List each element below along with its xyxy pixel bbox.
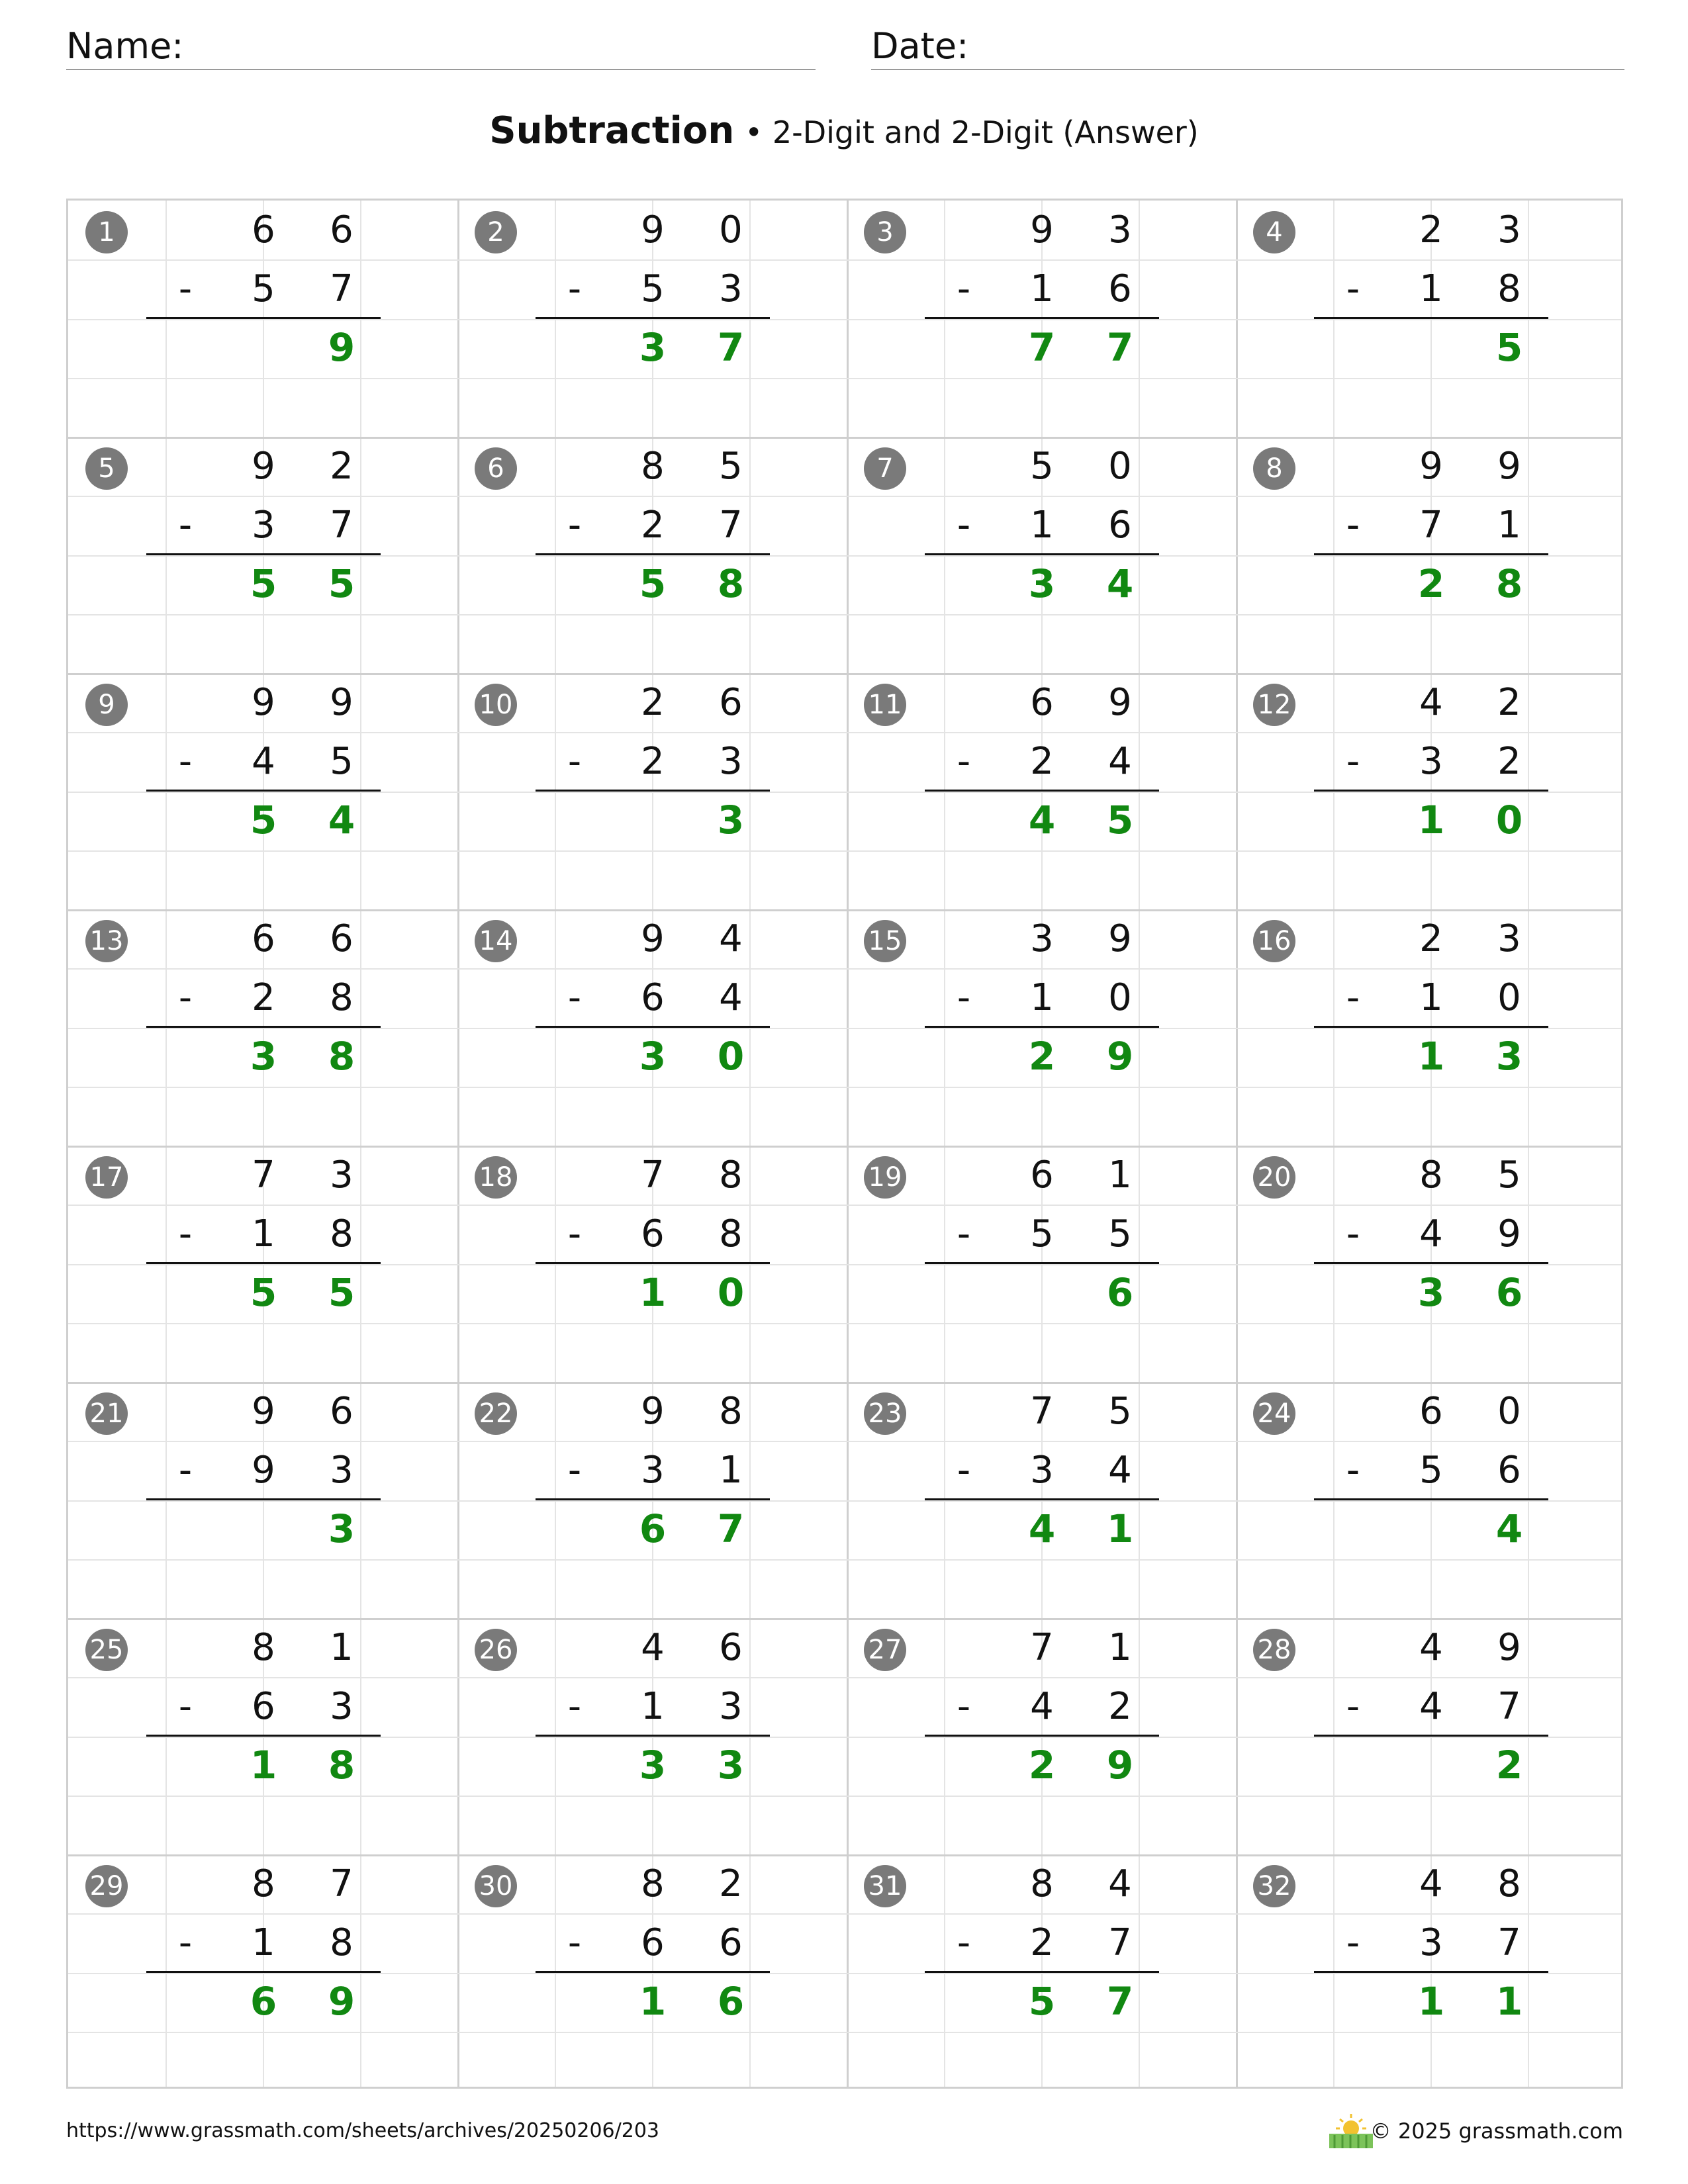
answer-tens-digit bbox=[224, 1500, 303, 1559]
minuend-ones-digit: 2 bbox=[719, 1862, 743, 1905]
minus-sign: - bbox=[178, 504, 193, 547]
minuend-tens-digit: 6 bbox=[252, 208, 275, 251]
problem-block bbox=[457, 673, 847, 909]
subtrahend-ones-digit: 8 bbox=[1497, 267, 1521, 310]
minus-sign: - bbox=[567, 1685, 582, 1728]
subtrahend-tens-digit: 5 bbox=[252, 267, 275, 310]
subtrahend-tens-digit: 3 bbox=[252, 504, 275, 547]
problem-number-badge: 30 bbox=[475, 1865, 517, 1907]
problem-number-badge: 23 bbox=[864, 1392, 906, 1435]
subtrahend-ones-digit: 6 bbox=[1497, 1449, 1521, 1492]
problem-block bbox=[847, 1146, 1236, 1382]
minuend-ones-digit: 5 bbox=[1497, 1154, 1521, 1197]
answer-ones-digit: 7 bbox=[1106, 1979, 1134, 2024]
minuend-tens-digit: 6 bbox=[252, 917, 275, 960]
answer-tens-digit: 2 bbox=[1417, 561, 1445, 606]
subtrahend-ones-digit: 1 bbox=[719, 1449, 743, 1492]
minuend-ones-digit: 2 bbox=[330, 445, 353, 488]
minuend-tens-digit: 5 bbox=[1030, 445, 1054, 488]
problem-block bbox=[68, 437, 457, 673]
answer-tens-digit: 1 bbox=[639, 1270, 667, 1315]
problem-block bbox=[847, 909, 1236, 1146]
subtrahend-ones-digit: 7 bbox=[1497, 1685, 1521, 1728]
minuend-ones-digit: 4 bbox=[1108, 1862, 1132, 1905]
subtrahend-tens-digit: 3 bbox=[1030, 1449, 1054, 1492]
answer-ones-digit: 6 bbox=[1495, 1270, 1523, 1315]
minus-sign: - bbox=[567, 1212, 582, 1255]
subtrahend-tens-digit: 9 bbox=[252, 1449, 275, 1492]
minuend-ones-digit: 9 bbox=[1497, 445, 1521, 488]
answer-tens-digit bbox=[1392, 1736, 1470, 1795]
subtrahend-ones-digit: 3 bbox=[719, 1685, 743, 1728]
answer-tens-digit: 3 bbox=[1417, 1270, 1445, 1315]
minus-sign: - bbox=[178, 1212, 193, 1255]
problem-number-badge: 6 bbox=[475, 447, 517, 490]
problem-number-badge: 18 bbox=[475, 1156, 517, 1199]
minuend-tens-digit: 8 bbox=[1030, 1862, 1054, 1905]
minuend-ones-digit: 3 bbox=[330, 1154, 353, 1197]
name-label: Name: bbox=[66, 25, 184, 67]
problem-block bbox=[847, 437, 1236, 673]
subtrahend-ones-digit: 3 bbox=[719, 267, 743, 310]
minus-sign: - bbox=[178, 267, 193, 310]
answer-tens-digit: 1 bbox=[1417, 797, 1445, 842]
minus-sign: - bbox=[178, 1685, 193, 1728]
answer-tens-digit: 1 bbox=[250, 1743, 277, 1788]
answer-ones-digit: 9 bbox=[328, 325, 355, 370]
answer-tens-digit: 4 bbox=[1028, 797, 1056, 842]
answer-tens-digit bbox=[224, 318, 303, 377]
problem-number-badge: 16 bbox=[1253, 920, 1295, 962]
title-subtitle: • 2-Digit and 2-Digit (Answer) bbox=[745, 114, 1199, 150]
answer-tens-digit: 4 bbox=[1028, 1506, 1056, 1551]
answer-tens-digit: 2 bbox=[1028, 1034, 1056, 1079]
problem-number-badge: 20 bbox=[1253, 1156, 1295, 1199]
answer-tens-digit bbox=[1392, 1500, 1470, 1559]
problem-number-badge: 9 bbox=[85, 684, 128, 726]
problem-number-badge: 29 bbox=[85, 1865, 128, 1907]
problem-number-badge: 21 bbox=[85, 1392, 128, 1435]
subtrahend-ones-digit: 3 bbox=[330, 1685, 353, 1728]
minuend-ones-digit: 4 bbox=[719, 917, 743, 960]
subtrahend-ones-digit: 6 bbox=[1108, 504, 1132, 547]
problem-block bbox=[1236, 437, 1625, 673]
answer-tens-digit: 3 bbox=[639, 1034, 667, 1079]
minuend-tens-digit: 9 bbox=[641, 1390, 665, 1433]
minus-sign: - bbox=[957, 1685, 971, 1728]
footer-copyright: © 2025 grassmath.com bbox=[1370, 2118, 1623, 2144]
subtrahend-tens-digit: 4 bbox=[1030, 1685, 1054, 1728]
answer-tens-digit: 6 bbox=[639, 1506, 667, 1551]
minus-sign: - bbox=[1346, 267, 1360, 310]
problem-number-badge: 4 bbox=[1253, 211, 1295, 253]
answer-ones-digit: 8 bbox=[1495, 561, 1523, 606]
answer-ones-digit: 3 bbox=[717, 797, 745, 842]
problem-number-badge: 32 bbox=[1253, 1865, 1295, 1907]
answer-ones-digit: 9 bbox=[1106, 1743, 1134, 1788]
problem-number-badge: 25 bbox=[85, 1629, 128, 1671]
minus-sign: - bbox=[1346, 1921, 1360, 1964]
minuend-ones-digit: 6 bbox=[330, 208, 353, 251]
subtrahend-tens-digit: 5 bbox=[1030, 1212, 1054, 1255]
minus-sign: - bbox=[1346, 976, 1360, 1019]
answer-tens-digit: 5 bbox=[250, 1270, 277, 1315]
answer-ones-digit: 8 bbox=[328, 1034, 355, 1079]
problem-block bbox=[457, 1618, 847, 1854]
minuend-ones-digit: 9 bbox=[1108, 917, 1132, 960]
minuend-ones-digit: 1 bbox=[1108, 1154, 1132, 1197]
answer-ones-digit: 0 bbox=[1495, 797, 1523, 842]
subtrahend-tens-digit: 4 bbox=[1419, 1212, 1443, 1255]
subtrahend-tens-digit: 1 bbox=[1030, 976, 1054, 1019]
minuend-ones-digit: 3 bbox=[1108, 208, 1132, 251]
problem-block bbox=[1236, 201, 1625, 437]
answer-tens-digit: 2 bbox=[1028, 1743, 1056, 1788]
problem-block bbox=[1236, 1618, 1625, 1854]
answer-ones-digit: 6 bbox=[717, 1979, 745, 2024]
subtrahend-tens-digit: 2 bbox=[641, 740, 665, 783]
problem-block bbox=[68, 909, 457, 1146]
worksheet-title bbox=[0, 105, 1688, 159]
minuend-ones-digit: 6 bbox=[719, 1626, 743, 1669]
minuend-tens-digit: 4 bbox=[1419, 1862, 1443, 1905]
minuend-ones-digit: 7 bbox=[330, 1862, 353, 1905]
minuend-ones-digit: 0 bbox=[1497, 1390, 1521, 1433]
minus-sign: - bbox=[567, 504, 582, 547]
subtrahend-tens-digit: 4 bbox=[252, 740, 275, 783]
subtrahend-tens-digit: 1 bbox=[641, 1685, 665, 1728]
minuend-tens-digit: 2 bbox=[1419, 208, 1443, 251]
minuend-ones-digit: 9 bbox=[1497, 1626, 1521, 1669]
subtrahend-ones-digit: 7 bbox=[330, 267, 353, 310]
minuend-ones-digit: 6 bbox=[330, 917, 353, 960]
problem-block bbox=[68, 1146, 457, 1382]
answer-ones-digit: 1 bbox=[1495, 1979, 1523, 2024]
subtrahend-tens-digit: 5 bbox=[1419, 1449, 1443, 1492]
problem-block bbox=[457, 1146, 847, 1382]
problem-number-badge: 28 bbox=[1253, 1629, 1295, 1671]
answer-ones-digit: 3 bbox=[1495, 1034, 1523, 1079]
subtrahend-ones-digit: 6 bbox=[719, 1921, 743, 1964]
minuend-tens-digit: 4 bbox=[1419, 681, 1443, 724]
answer-tens-digit: 5 bbox=[639, 561, 667, 606]
problem-number-badge: 22 bbox=[475, 1392, 517, 1435]
minus-sign: - bbox=[567, 267, 582, 310]
minuend-ones-digit: 8 bbox=[719, 1154, 743, 1197]
minus-sign: - bbox=[957, 740, 971, 783]
answer-ones-digit: 9 bbox=[328, 1979, 355, 2024]
subtrahend-ones-digit: 8 bbox=[719, 1212, 743, 1255]
minuend-tens-digit: 9 bbox=[252, 1390, 275, 1433]
subtrahend-tens-digit: 1 bbox=[1419, 976, 1443, 1019]
minus-sign: - bbox=[957, 1449, 971, 1492]
minuend-ones-digit: 9 bbox=[1108, 681, 1132, 724]
problem-block bbox=[1236, 909, 1625, 1146]
subtrahend-tens-digit: 3 bbox=[641, 1449, 665, 1492]
answer-tens-digit: 6 bbox=[250, 1979, 277, 2024]
answer-tens-digit: 1 bbox=[1417, 1979, 1445, 2024]
subtrahend-ones-digit: 0 bbox=[1497, 976, 1521, 1019]
answer-ones-digit: 8 bbox=[717, 561, 745, 606]
minuend-tens-digit: 6 bbox=[1419, 1390, 1443, 1433]
problem-number-badge: 1 bbox=[85, 211, 128, 253]
problem-number-badge: 24 bbox=[1253, 1392, 1295, 1435]
minus-sign: - bbox=[178, 1921, 193, 1964]
problem-block bbox=[68, 201, 457, 437]
answer-ones-digit: 5 bbox=[1106, 797, 1134, 842]
problem-number-badge: 19 bbox=[864, 1156, 906, 1199]
problem-block bbox=[457, 201, 847, 437]
answer-ones-digit: 1 bbox=[1106, 1506, 1134, 1551]
title-main: Subtraction bbox=[489, 109, 735, 152]
answer-ones-digit: 2 bbox=[1495, 1743, 1523, 1788]
subtrahend-ones-digit: 4 bbox=[719, 976, 743, 1019]
subtrahend-ones-digit: 7 bbox=[719, 504, 743, 547]
problem-block bbox=[457, 1854, 847, 2091]
minuend-tens-digit: 7 bbox=[1030, 1626, 1054, 1669]
subtrahend-ones-digit: 8 bbox=[330, 976, 353, 1019]
minuend-ones-digit: 3 bbox=[1497, 917, 1521, 960]
answer-tens-digit bbox=[1392, 318, 1470, 377]
problem-block bbox=[1236, 1146, 1625, 1382]
subtrahend-tens-digit: 1 bbox=[1030, 504, 1054, 547]
date-field[interactable] bbox=[871, 23, 1624, 70]
subtrahend-ones-digit: 7 bbox=[1497, 1921, 1521, 1964]
minuend-tens-digit: 8 bbox=[1419, 1154, 1443, 1197]
minus-sign: - bbox=[1346, 1212, 1360, 1255]
subtrahend-tens-digit: 5 bbox=[641, 267, 665, 310]
answer-tens-digit: 3 bbox=[1028, 561, 1056, 606]
problem-block bbox=[847, 1618, 1236, 1854]
problem-block bbox=[457, 909, 847, 1146]
minuend-tens-digit: 9 bbox=[252, 445, 275, 488]
minus-sign: - bbox=[957, 1921, 971, 1964]
problem-number-badge: 3 bbox=[864, 211, 906, 253]
minus-sign: - bbox=[957, 504, 971, 547]
problem-number-badge: 13 bbox=[85, 920, 128, 962]
minuend-ones-digit: 8 bbox=[1497, 1862, 1521, 1905]
subtrahend-tens-digit: 6 bbox=[641, 1921, 665, 1964]
answer-tens-digit: 7 bbox=[1028, 325, 1056, 370]
subtrahend-ones-digit: 7 bbox=[1108, 1921, 1132, 1964]
subtrahend-tens-digit: 1 bbox=[252, 1212, 275, 1255]
minuend-tens-digit: 8 bbox=[252, 1626, 275, 1669]
answer-ones-digit: 0 bbox=[717, 1270, 745, 1315]
minus-sign: - bbox=[567, 1921, 582, 1964]
date-label: Date: bbox=[871, 25, 969, 67]
minus-sign: - bbox=[178, 740, 193, 783]
problem-number-badge: 8 bbox=[1253, 447, 1295, 490]
answer-ones-digit: 4 bbox=[1495, 1506, 1523, 1551]
answer-ones-digit: 8 bbox=[328, 1743, 355, 1788]
answer-ones-digit: 7 bbox=[717, 1506, 745, 1551]
minus-sign: - bbox=[1346, 1449, 1360, 1492]
minuend-ones-digit: 0 bbox=[719, 208, 743, 251]
problem-block bbox=[68, 1382, 457, 1618]
subtrahend-tens-digit: 3 bbox=[1419, 1921, 1443, 1964]
subtrahend-ones-digit: 2 bbox=[1108, 1685, 1132, 1728]
problem-block bbox=[847, 1382, 1236, 1618]
minuend-tens-digit: 9 bbox=[641, 917, 665, 960]
answer-ones-digit: 7 bbox=[717, 325, 745, 370]
problem-number-badge: 26 bbox=[475, 1629, 517, 1671]
problem-grid bbox=[66, 199, 1623, 2089]
minuend-ones-digit: 6 bbox=[330, 1390, 353, 1433]
minuend-tens-digit: 2 bbox=[641, 681, 665, 724]
problem-number-badge: 17 bbox=[85, 1156, 128, 1199]
answer-tens-digit: 5 bbox=[250, 561, 277, 606]
minuend-ones-digit: 1 bbox=[1108, 1626, 1132, 1669]
subtrahend-ones-digit: 3 bbox=[719, 740, 743, 783]
minuend-tens-digit: 7 bbox=[252, 1154, 275, 1197]
subtrahend-tens-digit: 2 bbox=[1030, 1921, 1054, 1964]
answer-ones-digit: 5 bbox=[328, 1270, 355, 1315]
minus-sign: - bbox=[178, 976, 193, 1019]
answer-tens-digit bbox=[614, 791, 692, 850]
minus-sign: - bbox=[178, 1449, 193, 1492]
minus-sign: - bbox=[1346, 1685, 1360, 1728]
problem-number-badge: 7 bbox=[864, 447, 906, 490]
minuend-tens-digit: 4 bbox=[1419, 1626, 1443, 1669]
problem-block bbox=[847, 673, 1236, 909]
problem-block bbox=[1236, 1854, 1625, 2091]
minuend-tens-digit: 9 bbox=[641, 208, 665, 251]
minuend-tens-digit: 6 bbox=[1030, 1154, 1054, 1197]
footer-url: https://www.grassmath.com/sheets/archives/20250206/203 bbox=[66, 2119, 660, 2142]
answer-ones-digit: 0 bbox=[717, 1034, 745, 1079]
problem-block bbox=[68, 1854, 457, 2091]
minuend-ones-digit: 6 bbox=[719, 681, 743, 724]
problem-block bbox=[847, 1854, 1236, 2091]
subtrahend-ones-digit: 9 bbox=[1497, 1212, 1521, 1255]
subtrahend-ones-digit: 8 bbox=[330, 1212, 353, 1255]
answer-ones-digit: 9 bbox=[1106, 1034, 1134, 1079]
minuend-ones-digit: 5 bbox=[719, 445, 743, 488]
answer-tens-digit: 1 bbox=[639, 1979, 667, 2024]
subtrahend-tens-digit: 2 bbox=[641, 504, 665, 547]
minus-sign: - bbox=[567, 740, 582, 783]
subtrahend-tens-digit: 4 bbox=[1419, 1685, 1443, 1728]
subtrahend-ones-digit: 8 bbox=[330, 1921, 353, 1964]
minus-sign: - bbox=[957, 976, 971, 1019]
answer-tens-digit: 3 bbox=[250, 1034, 277, 1079]
problem-block bbox=[457, 1382, 847, 1618]
minuend-tens-digit: 8 bbox=[252, 1862, 275, 1905]
minuend-ones-digit: 5 bbox=[1108, 1390, 1132, 1433]
subtrahend-ones-digit: 3 bbox=[330, 1449, 353, 1492]
answer-ones-digit: 4 bbox=[1106, 561, 1134, 606]
subtrahend-tens-digit: 1 bbox=[252, 1921, 275, 1964]
minus-sign: - bbox=[567, 1449, 582, 1492]
minuend-tens-digit: 3 bbox=[1030, 917, 1054, 960]
answer-ones-digit: 7 bbox=[1106, 325, 1134, 370]
answer-tens-digit: 5 bbox=[1028, 1979, 1056, 2024]
minus-sign: - bbox=[567, 976, 582, 1019]
answer-tens-digit bbox=[1003, 1263, 1081, 1322]
answer-ones-digit: 5 bbox=[328, 561, 355, 606]
subtrahend-ones-digit: 4 bbox=[1108, 740, 1132, 783]
minuend-ones-digit: 8 bbox=[719, 1390, 743, 1433]
minuend-ones-digit: 1 bbox=[330, 1626, 353, 1669]
problem-block bbox=[1236, 1382, 1625, 1618]
minus-sign: - bbox=[957, 1212, 971, 1255]
problem-number-badge: 14 bbox=[475, 920, 517, 962]
answer-tens-digit: 3 bbox=[639, 325, 667, 370]
problem-number-badge: 15 bbox=[864, 920, 906, 962]
problem-number-badge: 27 bbox=[864, 1629, 906, 1671]
problem-block bbox=[847, 201, 1236, 437]
minuend-tens-digit: 8 bbox=[641, 1862, 665, 1905]
grass-sun-logo-icon bbox=[1327, 2111, 1376, 2150]
subtrahend-tens-digit: 3 bbox=[1419, 740, 1443, 783]
minuend-tens-digit: 9 bbox=[1419, 445, 1443, 488]
minus-sign: - bbox=[957, 267, 971, 310]
minuend-tens-digit: 7 bbox=[641, 1154, 665, 1197]
minuend-tens-digit: 7 bbox=[1030, 1390, 1054, 1433]
subtrahend-tens-digit: 1 bbox=[1030, 267, 1054, 310]
name-field[interactable] bbox=[66, 23, 816, 70]
subtrahend-tens-digit: 6 bbox=[641, 1212, 665, 1255]
subtrahend-ones-digit: 0 bbox=[1108, 976, 1132, 1019]
answer-ones-digit: 3 bbox=[328, 1506, 355, 1551]
subtrahend-tens-digit: 2 bbox=[1030, 740, 1054, 783]
subtrahend-ones-digit: 6 bbox=[1108, 267, 1132, 310]
minuend-ones-digit: 0 bbox=[1108, 445, 1132, 488]
minuend-tens-digit: 9 bbox=[252, 681, 275, 724]
answer-ones-digit: 4 bbox=[328, 797, 355, 842]
minus-sign: - bbox=[1346, 504, 1360, 547]
subtrahend-tens-digit: 7 bbox=[1419, 504, 1443, 547]
problem-number-badge: 31 bbox=[864, 1865, 906, 1907]
subtrahend-ones-digit: 4 bbox=[1108, 1449, 1132, 1492]
problem-number-badge: 2 bbox=[475, 211, 517, 253]
minuend-tens-digit: 4 bbox=[641, 1626, 665, 1669]
answer-ones-digit: 5 bbox=[1495, 325, 1523, 370]
problem-block bbox=[457, 437, 847, 673]
minuend-tens-digit: 8 bbox=[641, 445, 665, 488]
problem-block bbox=[1236, 673, 1625, 909]
problem-block bbox=[68, 1618, 457, 1854]
answer-ones-digit: 6 bbox=[1106, 1270, 1134, 1315]
minuend-ones-digit: 9 bbox=[330, 681, 353, 724]
minuend-tens-digit: 2 bbox=[1419, 917, 1443, 960]
problem-number-badge: 10 bbox=[475, 684, 517, 726]
problem-number-badge: 11 bbox=[864, 684, 906, 726]
subtrahend-ones-digit: 7 bbox=[330, 504, 353, 547]
subtrahend-ones-digit: 5 bbox=[330, 740, 353, 783]
answer-tens-digit: 3 bbox=[639, 1743, 667, 1788]
subtrahend-ones-digit: 2 bbox=[1497, 740, 1521, 783]
problem-number-badge: 5 bbox=[85, 447, 128, 490]
subtrahend-tens-digit: 1 bbox=[1419, 267, 1443, 310]
answer-tens-digit: 5 bbox=[250, 797, 277, 842]
minuend-tens-digit: 9 bbox=[1030, 208, 1054, 251]
subtrahend-ones-digit: 1 bbox=[1497, 504, 1521, 547]
minuend-ones-digit: 3 bbox=[1497, 208, 1521, 251]
problem-number-badge: 12 bbox=[1253, 684, 1295, 726]
subtrahend-ones-digit: 5 bbox=[1108, 1212, 1132, 1255]
subtrahend-tens-digit: 6 bbox=[641, 976, 665, 1019]
subtrahend-tens-digit: 2 bbox=[252, 976, 275, 1019]
problem-block bbox=[68, 673, 457, 909]
answer-tens-digit: 1 bbox=[1417, 1034, 1445, 1079]
subtrahend-tens-digit: 6 bbox=[252, 1685, 275, 1728]
minus-sign: - bbox=[1346, 740, 1360, 783]
minuend-ones-digit: 2 bbox=[1497, 681, 1521, 724]
minuend-tens-digit: 6 bbox=[1030, 681, 1054, 724]
answer-ones-digit: 3 bbox=[717, 1743, 745, 1788]
